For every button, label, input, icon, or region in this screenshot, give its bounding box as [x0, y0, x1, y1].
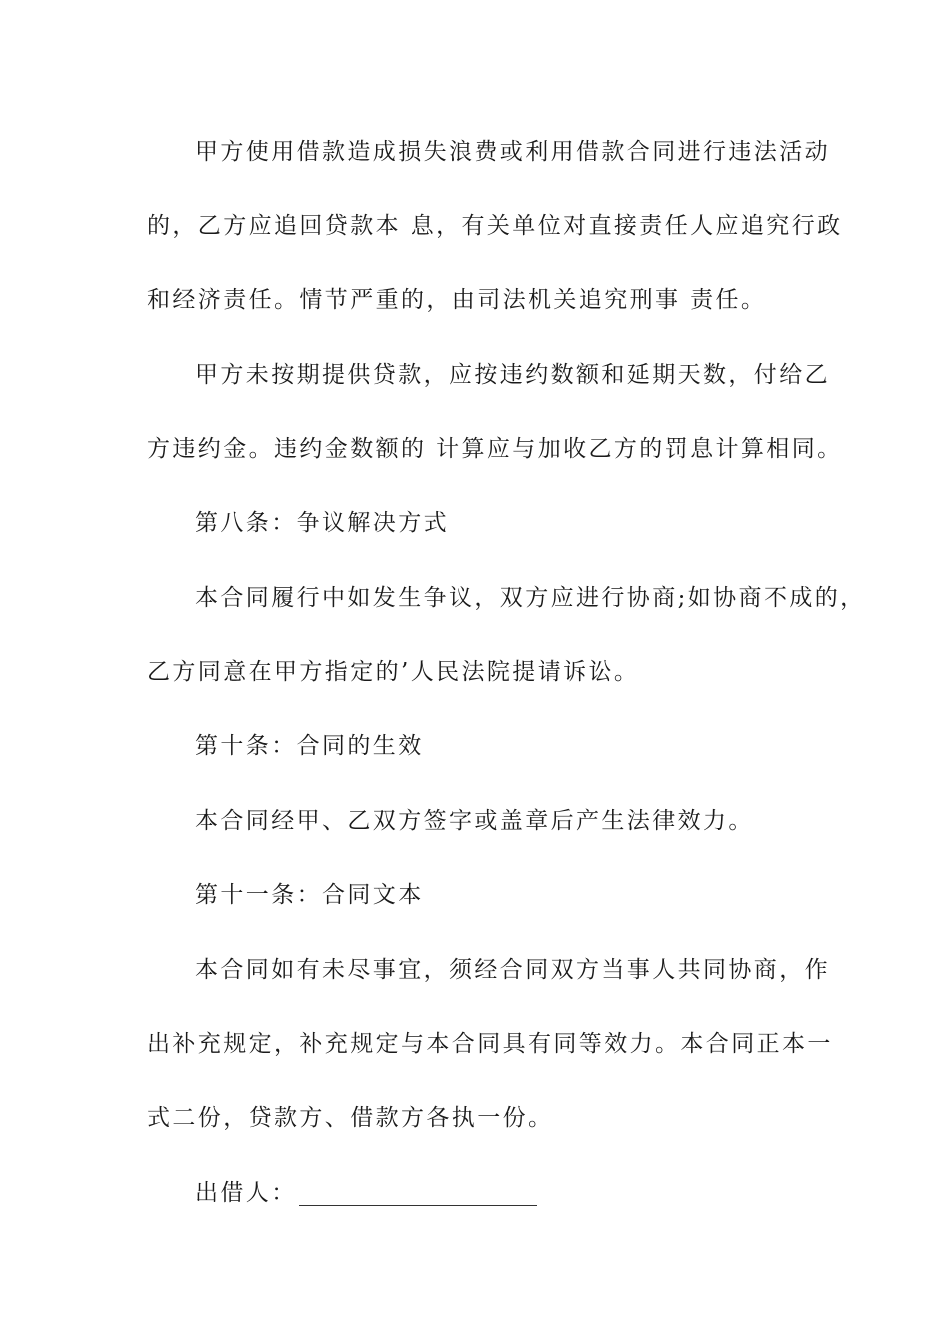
paragraph-line: 甲方未按期提供贷款，应按违约数额和延期天数，付给乙: [195, 362, 830, 388]
lender-signature-row: [195, 1178, 827, 1208]
paragraph-line: 乙方同意在甲方指定的’人民法院提请诉讼。: [147, 659, 640, 685]
paragraph-line: 式二份，贷款方、借款方各执一份。: [147, 1105, 554, 1131]
paragraph-line: 的，乙方应追回贷款本 息，有关单位对直接责任人应追究行政: [147, 213, 843, 239]
paragraph-line: 本合同经甲、乙双方签字或盖章后产生法律效力。: [195, 808, 754, 834]
lender-signature-field[interactable]: [299, 1183, 537, 1206]
section-heading-article-8: 第八条：争议解决方式: [195, 510, 449, 536]
paragraph-line: 方违约金。违约金数额的 计算应与加收乙方的罚息计算相同。: [147, 436, 843, 462]
lender-label: 出借人：: [195, 1180, 297, 1206]
section-heading-article-10: 第十条：合同的生效: [195, 733, 424, 759]
paragraph-line: 本合同履行中如发生争议，双方应进行协商;如协商不成的，: [195, 585, 866, 611]
paragraph-line: 和经济责任。情节严重的，由司法机关追究刑事 责任。: [147, 287, 767, 313]
section-heading-article-11: 第十一条：合同文本: [195, 882, 424, 908]
paragraph-line: 甲方使用借款造成损失浪费或利用借款合同进行违法活动: [195, 139, 830, 165]
paragraph-line: 出补充规定，补充规定与本合同具有同等效力。本合同正本一: [147, 1031, 833, 1057]
paragraph-line: 本合同如有未尽事宜，须经合同双方当事人共同协商，作: [195, 957, 830, 983]
